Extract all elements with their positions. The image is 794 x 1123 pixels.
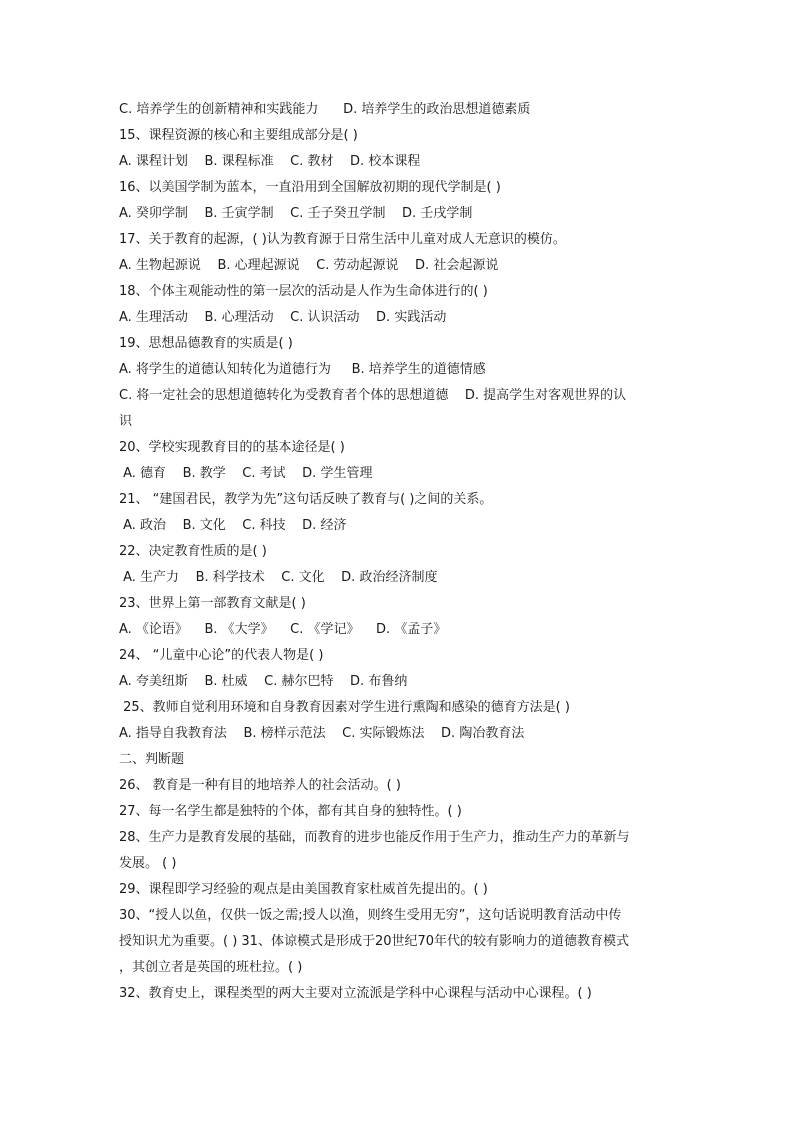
- options-15: A. 课程计划 B. 课程标准 C. 教材 D. 校本课程: [119, 154, 421, 169]
- question-23: 23、世界上第一部教育文献是( ): [119, 596, 306, 611]
- options-19-c-d: C. 将一定社会的思想道德转化为受教育者个体的思想道德 D. 提高学生对客观世界的认: [119, 388, 627, 403]
- options-18: A. 生理活动 B. 心理活动 C. 认识活动 D. 实践活动: [119, 310, 447, 325]
- question-29: 29、课程即学习经验的观点是由美国教育家杜威首先提出的。( ): [119, 882, 488, 897]
- question-27: 27、每一名学生都是独特的个体，都有其自身的独特性。( ): [119, 804, 462, 819]
- options-19-a-b: A. 将学生的道德认知转化为道德行为 B. 培养学生的道德情感: [119, 362, 486, 377]
- options-25: A. 指导自我教育法 B. 榜样示范法 C. 实际锻炼法 D. 陶冶教育法: [119, 726, 525, 741]
- question-18: 18、个体主观能动性的第一层次的活动是人作为生命体进行的( ): [119, 284, 488, 299]
- section-heading: 二、判断题: [119, 752, 185, 767]
- question-21: 21、 “建国君民，教学为先”这句话反映了教育与( )之间的关系。: [119, 492, 493, 507]
- options-22: A. 生产力 B. 科学技术 C. 文化 D. 政治经济制度: [119, 570, 438, 585]
- question-16: 16、以美国学制为蓝本，一直沿用到全国解放初期的现代学制是( ): [119, 180, 501, 195]
- question-26: 26、 教育是一种有目的地培养人的社会活动。( ): [119, 778, 401, 793]
- question-22: 22、决定教育性质的是( ): [119, 544, 267, 559]
- question-31-wrap: ，其创立者是英国的班杜拉。( ): [119, 960, 303, 975]
- question-24: 24、 “儿童中心论”的代表人物是( ): [119, 648, 324, 663]
- question-30: 30、“授人以鱼，仅供一饭之需;授人以渔，则终生受用无穷”，这句话说明教育活动中传: [119, 908, 622, 923]
- options-23: A. 《论语》 B. 《大学》 C. 《学记》 D. 《孟子》: [119, 622, 447, 637]
- question-28: 28、生产力是教育发展的基础，而教育的进步也能反作用于生产力，推动生产力的革新与: [119, 830, 630, 845]
- options-17: A. 生物起源说 B. 心理起源说 C. 劳动起源说 D. 社会起源说: [119, 258, 499, 273]
- question-30-31: 授知识尤为重要。( ) 31、体谅模式是形成于20世纪70年代的较有影响力的道德教育模式: [119, 934, 630, 949]
- question-19: 19、思想品德教育的实质是( ): [119, 336, 293, 351]
- question-17: 17、关于教育的起源，( )认为教育源于日常生活中儿童对成人无意识的模仿。: [119, 232, 566, 247]
- options-19-wrap: 识: [119, 414, 133, 429]
- options-21: A. 政治 B. 文化 C. 科技 D. 经济: [119, 518, 347, 533]
- question-25: 25、教师自觉利用环境和自身教育因素对学生进行熏陶和感染的德育方法是( ): [119, 700, 570, 715]
- options-24: A. 夸美纽斯 B. 杜威 C. 赫尔巴特 D. 布鲁纳: [119, 674, 408, 689]
- options-16: A. 癸卯学制 B. 壬寅学制 C. 壬子癸丑学制 D. 壬戌学制: [119, 206, 473, 221]
- question-28-wrap: 发展。 ( ): [119, 856, 177, 871]
- question-20: 20、学校实现教育目的的基本途径是( ): [119, 440, 345, 455]
- text-line: C. 培养学生的创新精神和实践能力 D. 培养学生的政治思想道德素质: [119, 102, 531, 117]
- document-body: [119, 97, 679, 1007]
- question-15: 15、课程资源的核心和主要组成部分是( ): [119, 128, 358, 143]
- question-32: 32、教育史上，课程类型的两大主要对立流派是学科中心课程与活动中心课程。( ): [119, 986, 592, 1001]
- options-20: A. 德育 B. 教学 C. 考试 D. 学生管理: [119, 466, 373, 481]
